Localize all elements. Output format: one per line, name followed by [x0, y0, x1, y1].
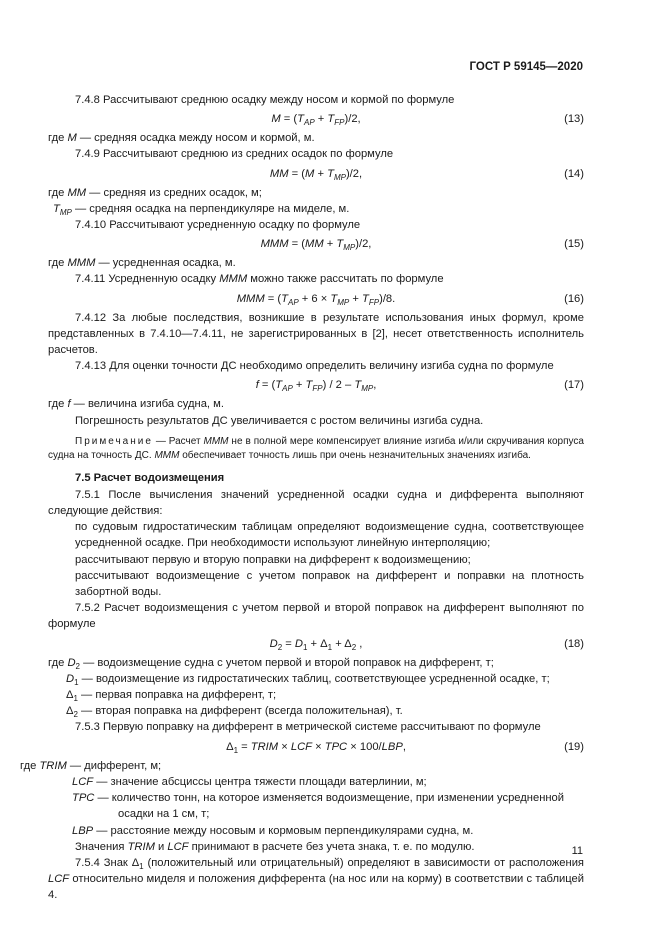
para-7-4-11: 7.4.11 Усредненную осадку MMM можно также рассчитать по формуле	[75, 273, 444, 286]
para-7-5-3: 7.5.3 Первую поправку на дифферент в метрической системе рассчитывают по формуле	[75, 721, 541, 734]
formula-14-expr: MM = $(M + T_{MP})/2$,	[269, 167, 363, 182]
def-tpc-cont: осадки на 1 см, т;	[118, 808, 210, 821]
formula-14-number: (14)	[564, 167, 584, 180]
where-18-c: $\Delta_1$ — первая поправка на дифферент, т;	[66, 689, 277, 704]
def-tpc: TPC — количество тонн, на которое изменяется водоизмещение, при изменении усредненной	[72, 792, 565, 805]
where-14-a: где MM — средняя из средних осадок, м;	[48, 186, 262, 199]
list-item-2: рассчитывают первую и вторую поправки на дифферент к водоизмещению;	[75, 553, 471, 566]
def-lbp: LBP — расстояние между носовым и кормовым перпендикулярами судна, м.	[72, 824, 474, 837]
para-7-4-12: 7.4.12 За любые последствия, возникшие в результате использования иных формул, кроме представленных в 7.4.10—7.4.11, не зарегистрированных в [2], несет ответственность исполнитель расчетов.	[48, 311, 584, 357]
list-item-3: рассчитывают водоизмещение с учетом поправок на дифферент и поправки на плотность забортной воды.	[75, 569, 584, 599]
where-18-a: где $D_2$ — водоизмещение судна с учетом первой и второй поправок на дифферент, т;	[48, 656, 494, 671]
section-title-7-5: 7.5 Расчет водоизмещения	[75, 471, 225, 484]
note: Примечание — Расчет MMM не в полной мере компенсирует влияние изгиба и/или скручивания корпуса судна на точность ДС. MMM обеспечивает точность лишь при очень незначительных значениях изгиба.	[48, 435, 584, 461]
list-item-1: по судовым гидростатическим таблицам определяют водоизмещение судна, соответствующее усредненной осадке. При необходимости используют линейную интерполяцию;	[75, 521, 584, 550]
note-label: Примечание	[75, 435, 153, 447]
page-number: 11	[571, 845, 583, 857]
formula-19-number: (19)	[564, 740, 584, 753]
para-7-4-8: 7.4.8 Рассчитывают среднюю осадку между носом и кормой по формуле	[75, 94, 455, 106]
formula-18-expr: $D_2 = D_1 + \Delta_1 + \Delta_2$ ,	[269, 637, 363, 652]
formula-15-expr: MMM = $(MM + T_{MP})/2$,	[260, 238, 372, 253]
para-7-5-2: 7.5.2 Расчет водоизмещения с учетом первой и второй поправок на дифферент выполняют по формуле	[48, 602, 584, 631]
where-18-d: $\Delta_2$ — вторая поправка на дифферент (всегда положительная), т.	[66, 705, 403, 720]
def-lcf: LCF — значение абсцисcы центра тяжести площади ватерлинии, м;	[72, 775, 427, 788]
formula-13-number: (13)	[564, 113, 584, 126]
where-14-b: $T_{MP}$ — средняя осадка на перпендикуляре на миделе, м.	[53, 202, 350, 217]
formula-18	[48, 633, 584, 655]
para-7-4-10: 7.4.10 Рассчитывают усредненную осадку по формуле	[75, 219, 361, 232]
where-18-b: $D_1$ — водоизмещение из гидростатических таблиц, соответствующее усредненной осадке, т;	[66, 672, 550, 687]
where-15: где MMM — усредненная осадка, м.	[48, 257, 236, 270]
para-7-5-1: 7.5.1 После вычисления значений усредненной осадки судна и дифферента выполняют следующие действия:	[48, 488, 584, 518]
formula-15	[48, 233, 584, 255]
formula-17-number: (17)	[564, 379, 584, 392]
where-13: где M — средняя осадка между носом и кормой, м.	[48, 132, 315, 145]
standard-header: ГОСТ Р 59145—2020	[469, 61, 583, 73]
formula-16	[48, 288, 584, 310]
para-7-5-4: 7.5.4 Знак $\Delta_1$ (положительный или отрицательный) определяют в зависимости от расположения LCF относительно миделя и положения дифферента (на нос или на корму) в соответствии с таблицей 4.	[48, 856, 584, 902]
para-7-4-13: 7.4.13 Для оценки точности ДС необходимо определить величину изгиба судна по формуле	[75, 360, 554, 373]
formula-17	[48, 374, 584, 396]
para-7-4-9: 7.4.9 Рассчитывают среднюю из средних осадок по формуле	[75, 148, 394, 161]
formula-15-number: (15)	[564, 238, 584, 251]
formula-19	[48, 736, 584, 758]
para-modulus: Значения TRIM и LCF принимают в расчете без учета знака, т. е. по модулю.	[75, 840, 475, 853]
formula-19-expr: $\Delta_1$ = TRIM × LCF × TPC × 100/LBP,	[226, 740, 406, 755]
para-bending-error: Погрешность результатов ДС увеличивается с ростом величины изгиба судна.	[75, 414, 484, 427]
formula-13-expr: $M = (T_{AP} + T_{FP})/2$,	[271, 113, 361, 128]
formula-14	[48, 163, 584, 185]
formula-18-number: (18)	[564, 637, 584, 650]
formula-16-number: (16)	[564, 292, 584, 305]
formula-13	[48, 108, 584, 130]
def-trim: где TRIM — дифферент, м;	[20, 759, 162, 772]
formula-17-expr: $f = (T_{AP} + T_{FP}) / 2 - T_{MP}$,	[255, 379, 377, 394]
page-content	[20, 90, 584, 904]
where-17: где f — величина изгиба судна, м.	[48, 398, 224, 411]
formula-16-expr: MMM = $(T_{AP} + 6 \times T_{MP} + T_{FP})/8$.	[236, 292, 396, 307]
